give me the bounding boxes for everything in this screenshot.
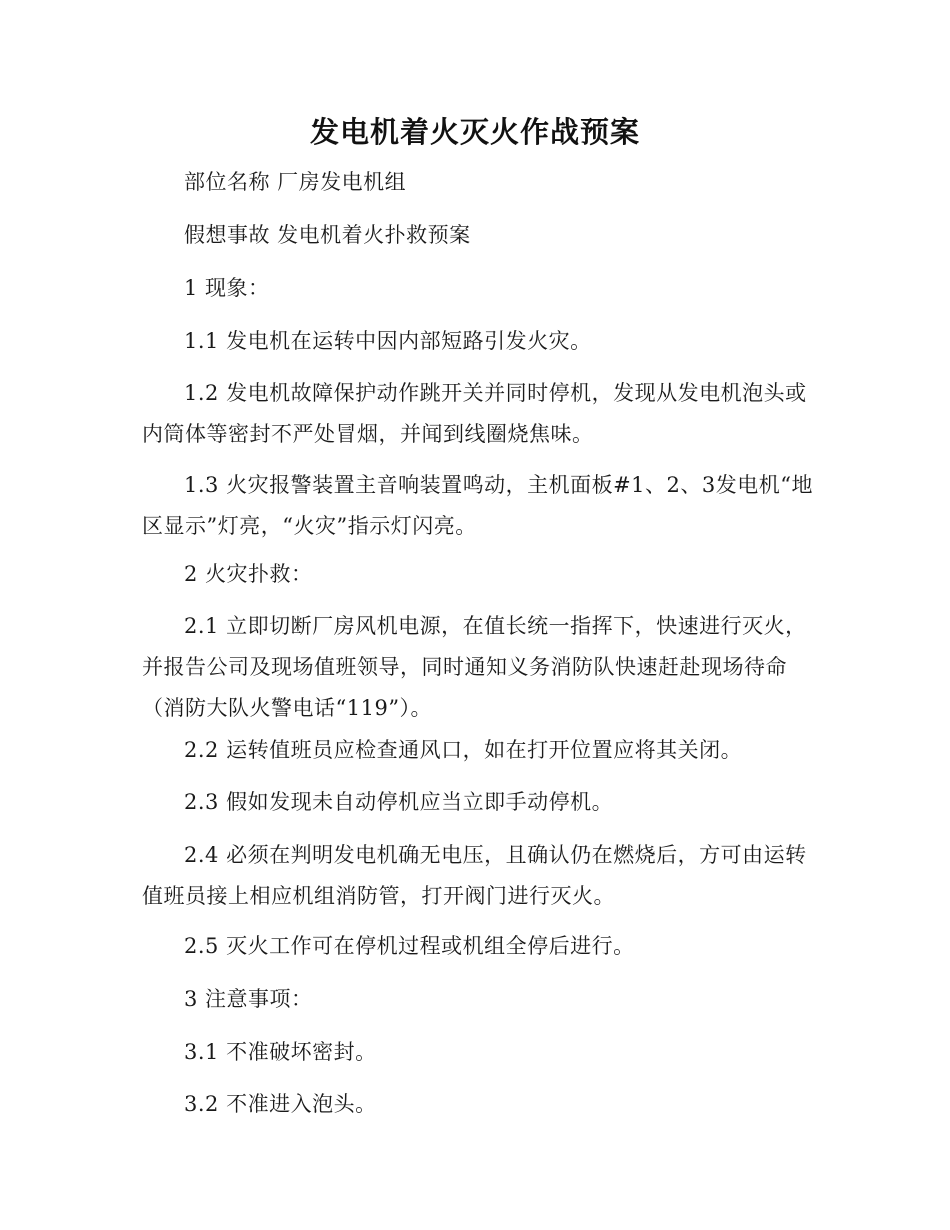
paragraph-2-1: 2.1 立即切断厂房风机电源，在值长统一指挥下，快速进行灭火，并报告公司及现场值班领导，同时通知义务消防队快速赶赴现场待命（消防大队火警电话“119”）。 [142, 614, 807, 720]
paragraph-1-2: 1.2 发电机故障保护动作跳开关并同时停机，发现从发电机泡头或内筒体等密封不严处冒烟，并闻到线圈烧焦味。 [142, 381, 807, 446]
document-title: 发电机着火灭火作战预案 [309, 115, 640, 149]
section-heading-phenomena: 1 现象： [184, 276, 270, 300]
paragraph-3-2: 3.2 不准进入泡头。 [184, 1092, 377, 1116]
section-heading-firefighting: 2 火灾扑救： [184, 562, 313, 586]
paragraph-2-3: 2.3 假如发现未自动停机应当立即手动停机。 [184, 790, 614, 814]
paragraph-scenario: 假想事故 发电机着火扑救预案 [184, 223, 471, 247]
paragraph-2-5: 2.5 灭火工作可在停机过程或机组全停后进行。 [184, 934, 635, 958]
paragraph-2-2: 2.2 运转值班员应检查通风口，如在打开位置应将其关闭。 [184, 738, 743, 762]
paragraph-1-3: 1.3 火灾报警装置主音响装置鸣动，主机面板#1、2、3发电机“地区显示”灯亮，“火灾”指示灯闪亮。 [142, 473, 813, 538]
paragraph-1-1: 1.1 发电机在运转中因内部短路引发火灾。 [184, 329, 592, 353]
paragraph-3-1: 3.1 不准破坏密封。 [184, 1040, 377, 1064]
paragraph-location: 部位名称 厂房发电机组 [184, 170, 407, 194]
section-heading-notes: 3 注意事项： [184, 987, 313, 1011]
paragraph-2-4: 2.4 必须在判明发电机确无电压，且确认仍在燃烧后，方可由运转值班员接上相应机组消防管，打开阀门进行灭火。 [142, 843, 807, 908]
